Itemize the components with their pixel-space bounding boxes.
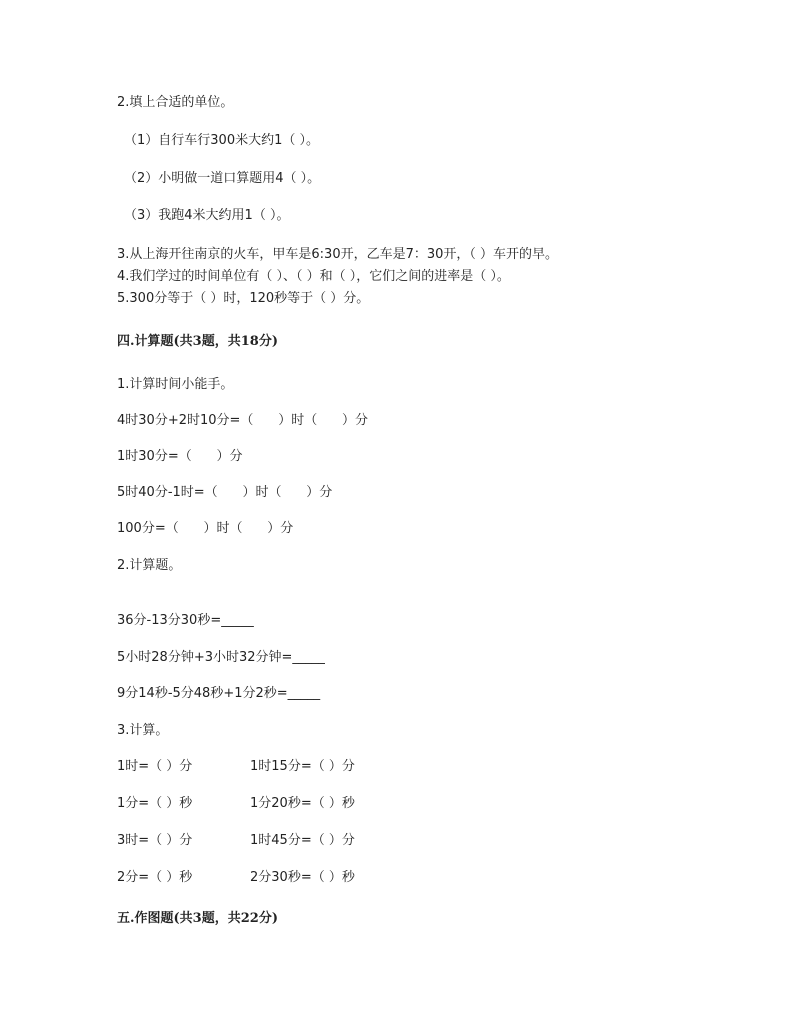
calc-2-line: 5小时28分钟+3小时32分钟=_____: [117, 650, 325, 665]
calc-2-title: 2.计算题。: [117, 558, 182, 573]
question-2-title: 2.填上合适的单位。: [117, 95, 234, 110]
section-5-heading: 五.作图题(共3题，共22分): [117, 911, 278, 926]
question-2-item-3: （3）我跑4米大约用1（ ）。: [124, 208, 290, 223]
calc-2-line: 9分14秒-5分48秒+1分2秒=_____: [117, 686, 321, 701]
calc-3-right-cell: 1分20秒=（ ）秒: [250, 796, 355, 811]
calc-3-title: 3.计算。: [117, 723, 169, 738]
question-2-item-1: （1）自行车行300米大约1（ ）。: [124, 133, 319, 148]
question-3: 3.从上海开往南京的火车，甲车是6:30开，乙车是7：30开，（ ）车开的早。: [117, 247, 559, 262]
calc-2-line: 36分-13分30秒=_____: [117, 613, 254, 628]
calc-3-right-cell: 1时15分=（ ）分: [250, 759, 355, 774]
calc-3-right-cell: 2分30秒=（ ）秒: [250, 870, 355, 885]
calc-3-left-cell: 1时=（ ）分: [117, 759, 193, 774]
question-2-item-2: （2）小明做一道口算题用4（ ）。: [124, 171, 321, 186]
section-4-heading: 四.计算题(共3题，共18分): [117, 334, 278, 349]
calc-3-left-cell: 2分=（ ）秒: [117, 870, 193, 885]
calc-1-title: 1.计算时间小能手。: [117, 377, 234, 392]
question-4: 4.我们学过的时间单位有（ ）、（ ）和（ ），它们之间的进率是（ ）。: [117, 269, 510, 284]
calc-1-line: 100分=（ ）时（ ）分: [117, 521, 294, 536]
calc-1-line: 5时40分-1时=（ ）时（ ）分: [117, 485, 333, 500]
calc-1-line: 1时30分=（ ）分: [117, 449, 243, 464]
calc-3-left-cell: 1分=（ ）秒: [117, 796, 193, 811]
question-5: 5.300分等于（ ）时，120秒等于（ ）分。: [117, 291, 370, 306]
calc-1-line: 4时30分+2时10分=（ ）时（ ）分: [117, 413, 368, 428]
calc-3-left-cell: 3时=（ ）分: [117, 833, 193, 848]
calc-3-right-cell: 1时45分=（ ）分: [250, 833, 355, 848]
